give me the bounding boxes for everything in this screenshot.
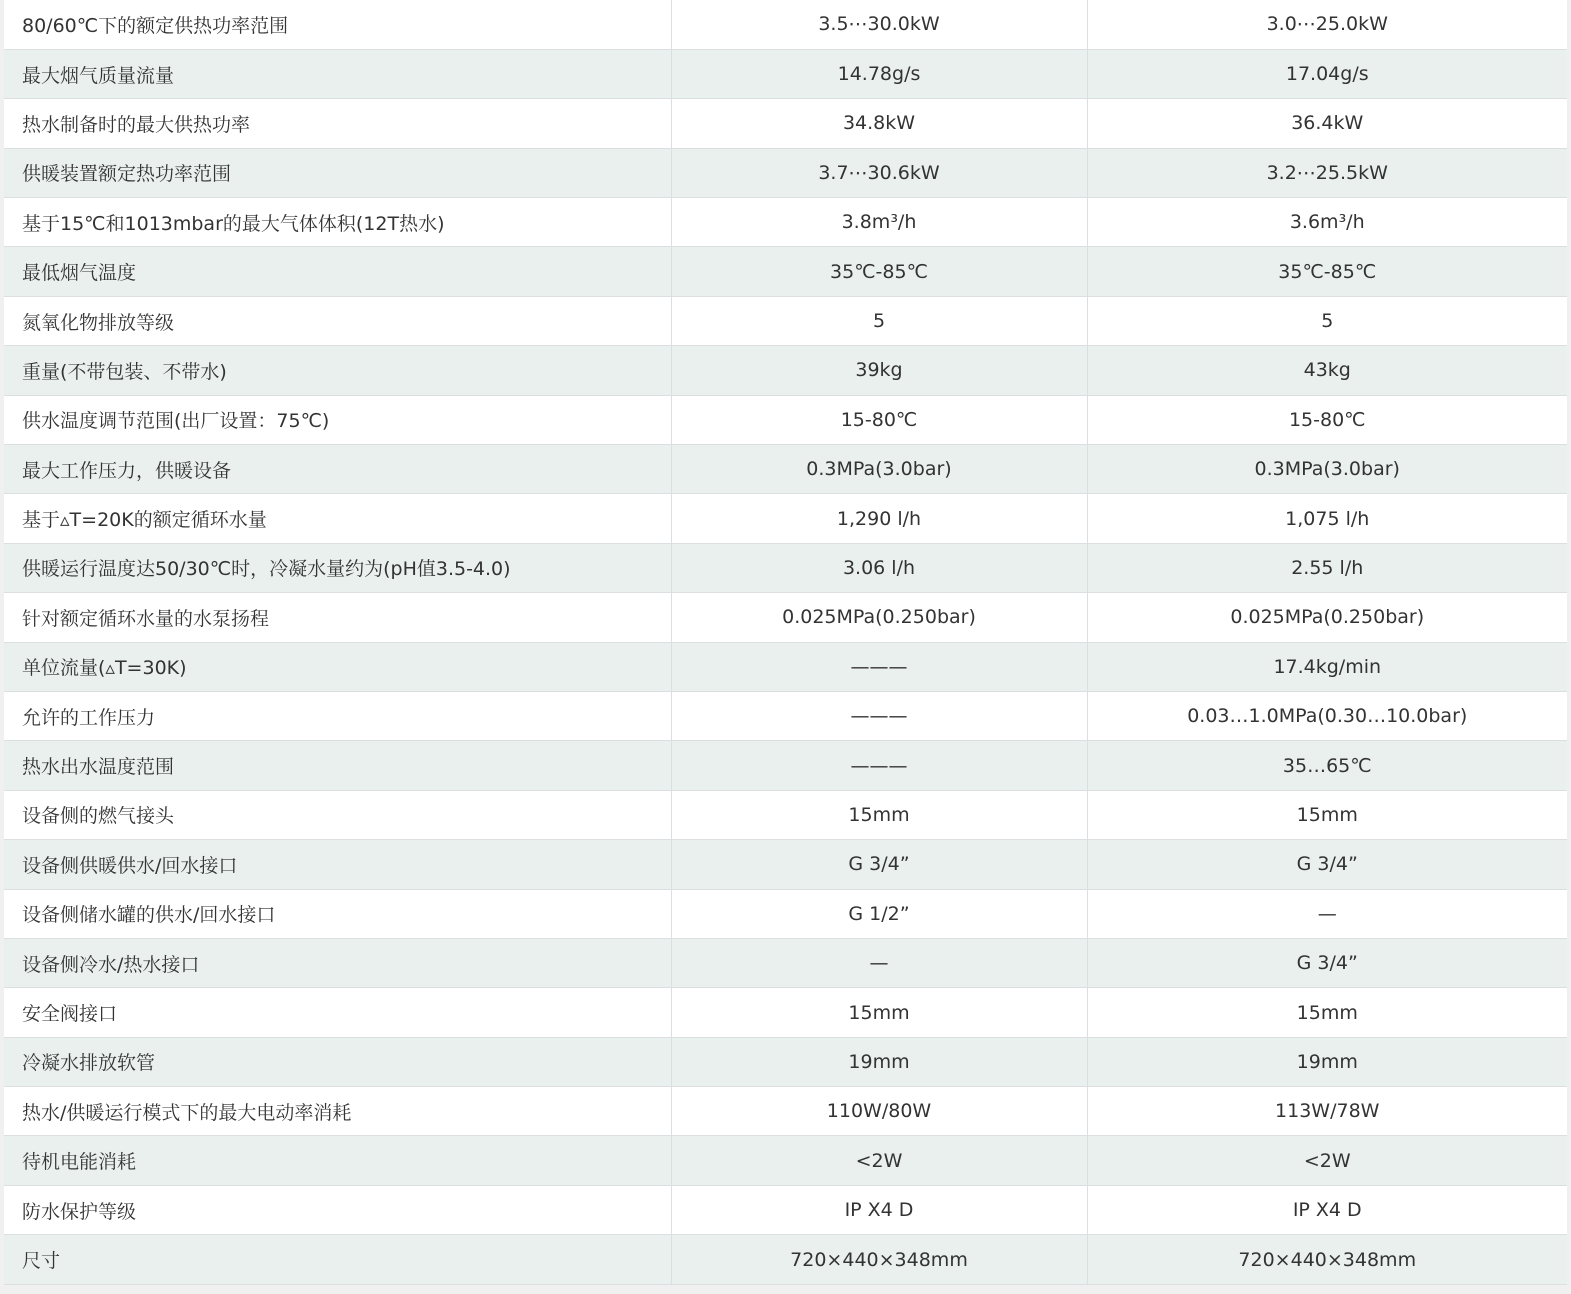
table-row: [4, 691, 1567, 740]
table-row: [4, 840, 1567, 889]
model-2-value: 2.55 l/h: [1087, 543, 1567, 592]
param-name: 供暖运行温度达50/30℃时，冷凝水量约为(pH值3.5-4.0): [4, 543, 671, 592]
table-row: [4, 642, 1567, 691]
model-2-value: 3.2⋯25.5kW: [1087, 148, 1567, 197]
param-name: 尺寸: [4, 1235, 671, 1285]
model-1-value: <2W: [671, 1136, 1087, 1185]
model-2-value: G 3/4”: [1087, 840, 1567, 889]
model-2-value: 113W/78W: [1087, 1087, 1567, 1136]
model-2-value: 15mm: [1087, 988, 1567, 1037]
param-name: 基于15℃和1013mbar的最大气体体积(12T热水): [4, 198, 671, 247]
table-row: [4, 889, 1567, 938]
model-2-value: 15-80℃: [1087, 395, 1567, 444]
model-2-value: 35℃-85℃: [1087, 247, 1567, 296]
spec-table-body: [4, 0, 1567, 1285]
model-2-value: 36.4kW: [1087, 99, 1567, 148]
table-row: [4, 346, 1567, 395]
model-1-value: 39kg: [671, 346, 1087, 395]
table-row: [4, 1235, 1567, 1285]
table-row: [4, 148, 1567, 197]
model-1-value: 3.8m³/h: [671, 198, 1087, 247]
spec-table-container: [4, 0, 1567, 1285]
param-name: 设备侧的燃气接头: [4, 790, 671, 839]
model-2-value: <2W: [1087, 1136, 1567, 1185]
model-1-value: 3.7⋯30.6kW: [671, 148, 1087, 197]
param-name: 供水温度调节范围(出厂设置：75℃): [4, 395, 671, 444]
param-name: 最大工作压力，供暖设备: [4, 445, 671, 494]
param-name: 氮氧化物排放等级: [4, 296, 671, 345]
table-row: [4, 1037, 1567, 1086]
model-2-value: 35…65℃: [1087, 741, 1567, 790]
table-row: [4, 198, 1567, 247]
model-1-value: 34.8kW: [671, 99, 1087, 148]
table-row: [4, 543, 1567, 592]
model-1-value: 35℃-85℃: [671, 247, 1087, 296]
param-name: 设备侧供暖供水/回水接口: [4, 840, 671, 889]
param-name: 单位流量(▵T=30K): [4, 642, 671, 691]
model-2-value: IP X4 D: [1087, 1185, 1567, 1234]
model-2-value: 5: [1087, 296, 1567, 345]
model-2-value: 17.4kg/min: [1087, 642, 1567, 691]
model-1-value: 0.3MPa(3.0bar): [671, 445, 1087, 494]
model-2-value: 0.3MPa(3.0bar): [1087, 445, 1567, 494]
param-name: 最低烟气温度: [4, 247, 671, 296]
param-name: 安全阀接口: [4, 988, 671, 1037]
param-name: 防水保护等级: [4, 1185, 671, 1234]
table-row: [4, 494, 1567, 543]
param-name: 设备侧冷水/热水接口: [4, 938, 671, 987]
spec-table: [4, 0, 1567, 1285]
model-1-value: 3.06 l/h: [671, 543, 1087, 592]
model-2-value: 0.03…1.0MPa(0.30…10.0bar): [1087, 691, 1567, 740]
model-2-value: 17.04g/s: [1087, 49, 1567, 98]
table-row: [4, 49, 1567, 98]
table-row: [4, 99, 1567, 148]
table-row: [4, 593, 1567, 642]
model-2-value: 3.6m³/h: [1087, 198, 1567, 247]
model-1-value: 3.5⋯30.0kW: [671, 0, 1087, 49]
model-2-value: 1,075 l/h: [1087, 494, 1567, 543]
table-row: [4, 247, 1567, 296]
table-row: [4, 1136, 1567, 1185]
table-row: [4, 395, 1567, 444]
model-2-value: 720×440×348mm: [1087, 1235, 1567, 1285]
param-name: 热水/供暖运行模式下的最大电动率消耗: [4, 1087, 671, 1136]
model-1-value: ———: [671, 642, 1087, 691]
model-1-value: G 1/2”: [671, 889, 1087, 938]
param-name: 允许的工作压力: [4, 691, 671, 740]
param-name: 热水出水温度范围: [4, 741, 671, 790]
model-1-value: 15mm: [671, 790, 1087, 839]
model-2-value: —: [1087, 889, 1567, 938]
table-row: [4, 790, 1567, 839]
model-1-value: 14.78g/s: [671, 49, 1087, 98]
param-name: 80/60℃下的额定供热功率范围: [4, 0, 671, 49]
model-1-value: IP X4 D: [671, 1185, 1087, 1234]
model-1-value: 110W/80W: [671, 1087, 1087, 1136]
model-2-value: 43kg: [1087, 346, 1567, 395]
model-1-value: ———: [671, 741, 1087, 790]
model-1-value: G 3/4”: [671, 840, 1087, 889]
model-2-value: 3.0⋯25.0kW: [1087, 0, 1567, 49]
model-2-value: G 3/4”: [1087, 938, 1567, 987]
param-name: 设备侧储水罐的供水/回水接口: [4, 889, 671, 938]
param-name: 基于▵T=20K的额定循环水量: [4, 494, 671, 543]
model-1-value: 5: [671, 296, 1087, 345]
table-row: [4, 296, 1567, 345]
param-name: 最大烟气质量流量: [4, 49, 671, 98]
table-row: [4, 988, 1567, 1037]
model-1-value: 19mm: [671, 1037, 1087, 1086]
model-2-value: 15mm: [1087, 790, 1567, 839]
param-name: 供暖装置额定热功率范围: [4, 148, 671, 197]
param-name: 针对额定循环水量的水泵扬程: [4, 593, 671, 642]
table-row: [4, 938, 1567, 987]
table-row: [4, 0, 1567, 49]
table-row: [4, 741, 1567, 790]
table-row: [4, 1185, 1567, 1234]
model-1-value: 720×440×348mm: [671, 1235, 1087, 1285]
param-name: 热水制备时的最大供热功率: [4, 99, 671, 148]
model-1-value: 1,290 l/h: [671, 494, 1087, 543]
param-name: 重量(不带包装、不带水): [4, 346, 671, 395]
model-1-value: 15mm: [671, 988, 1087, 1037]
model-1-value: —: [671, 938, 1087, 987]
model-1-value: ———: [671, 691, 1087, 740]
model-1-value: 15-80℃: [671, 395, 1087, 444]
model-2-value: 19mm: [1087, 1037, 1567, 1086]
param-name: 冷凝水排放软管: [4, 1037, 671, 1086]
table-row: [4, 1087, 1567, 1136]
model-2-value: 0.025MPa(0.250bar): [1087, 593, 1567, 642]
param-name: 待机电能消耗: [4, 1136, 671, 1185]
table-row: [4, 445, 1567, 494]
model-1-value: 0.025MPa(0.250bar): [671, 593, 1087, 642]
